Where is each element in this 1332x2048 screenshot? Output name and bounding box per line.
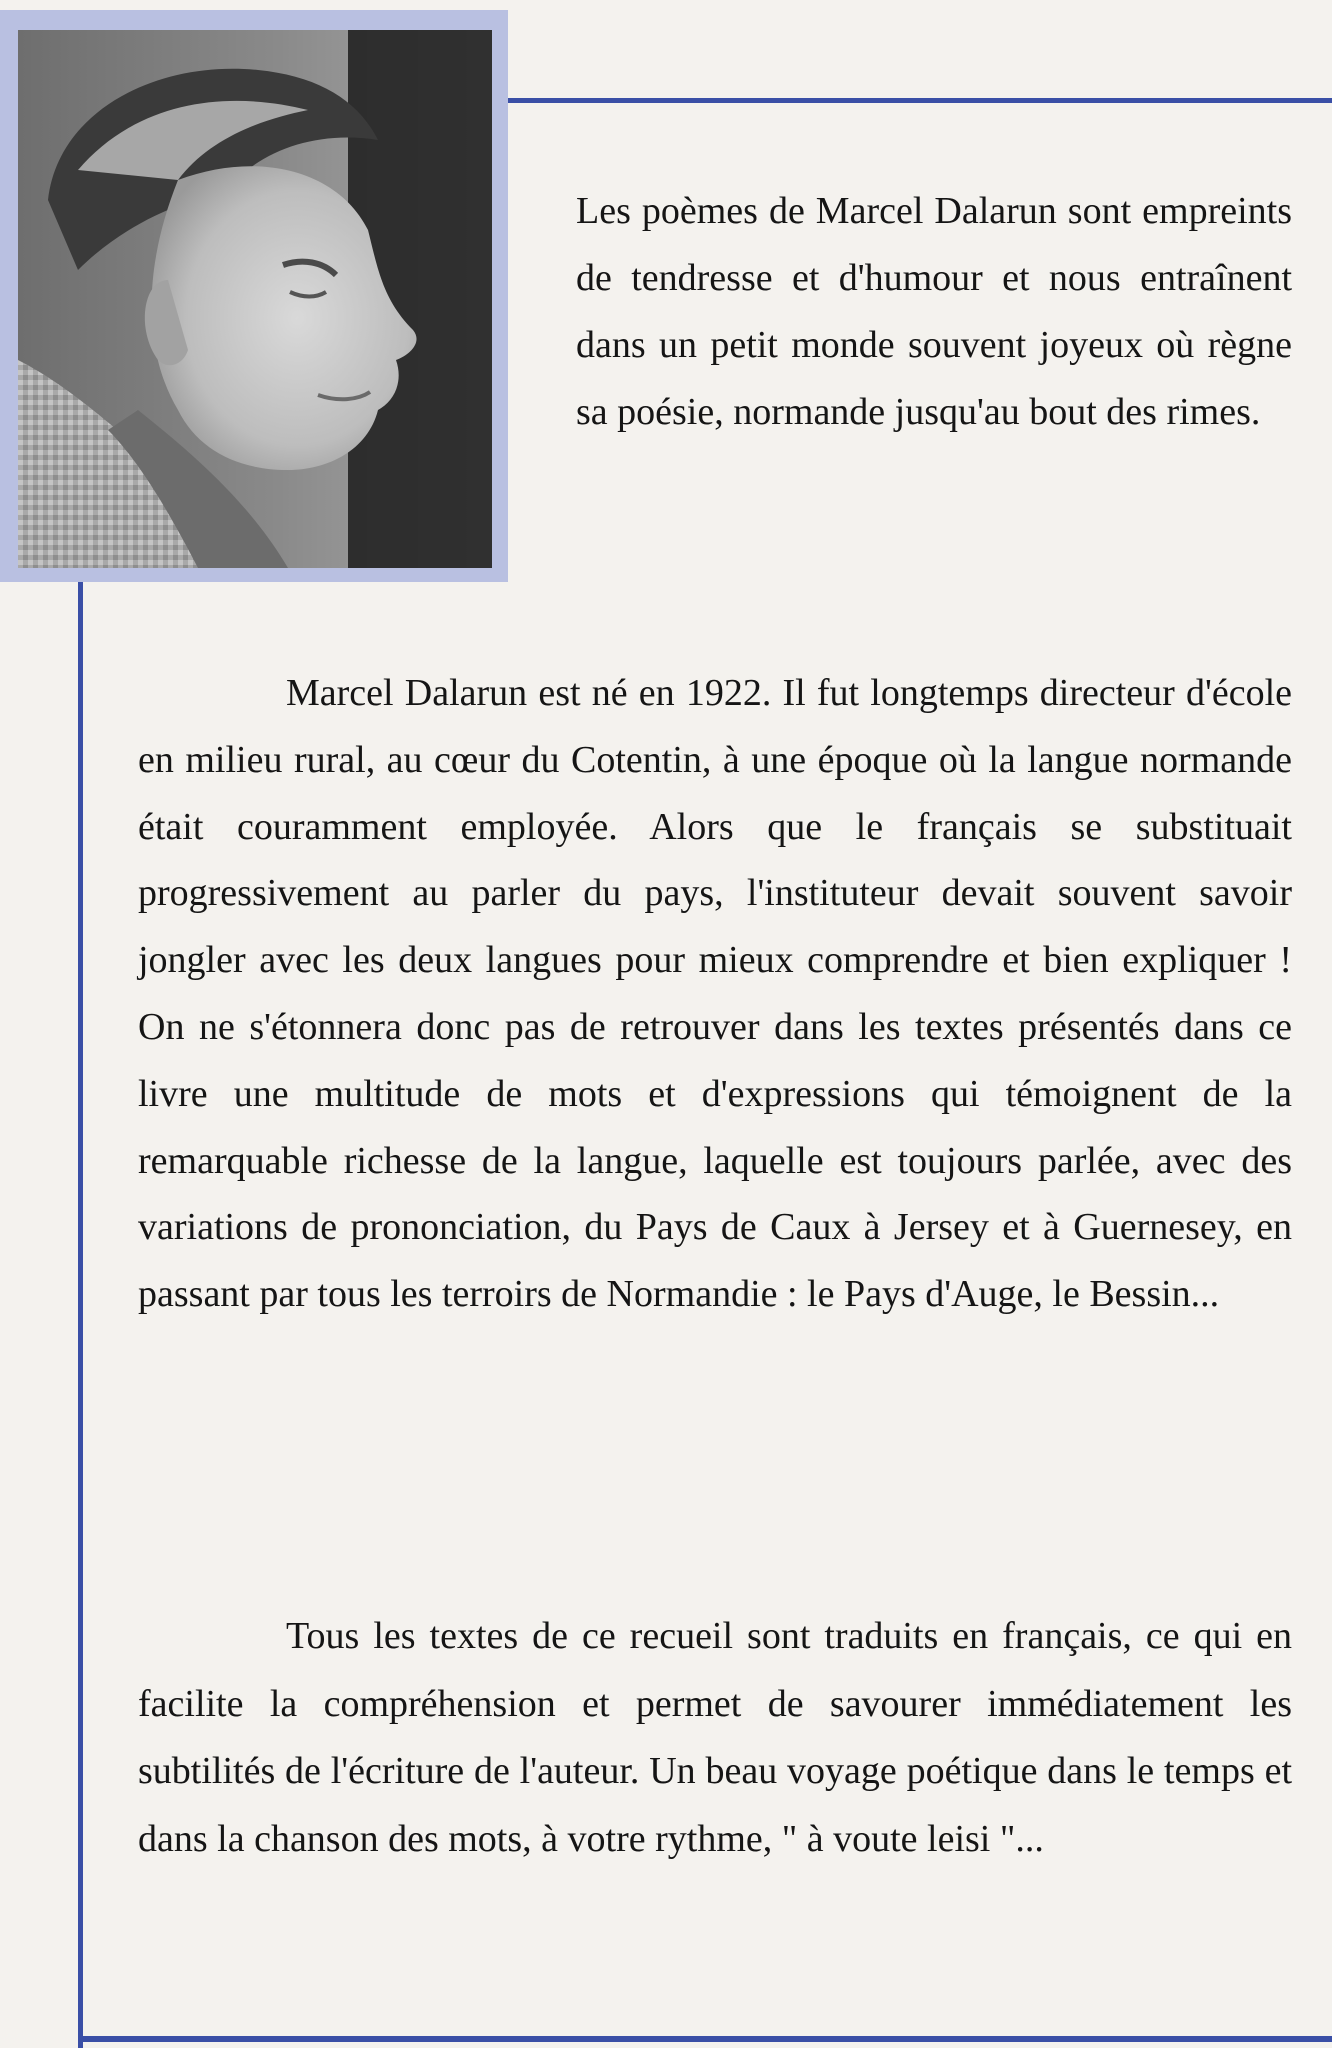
frame-bottom-line [78, 2036, 1332, 2042]
frame-left-line [78, 575, 83, 2048]
intro-paragraph: Les poèmes de Marcel Dalarun sont empreints de tendresse et d'humour et nous entraînent dans un petit monde souvent joyeux où règne sa poésie, normande jusqu'au bout des rimes. [576, 190, 1292, 433]
frame-top-line [500, 98, 1332, 103]
translation-paragraph: Tous les textes de ce recueil sont traduits en français, ce qui en facilite la compréhension et permet de savourer immédiatement les subtilités de l'écriture de l'auteur. Un beau voyage poétique dans le temps et dans la chanson des mots, à votre rythme, " à voute leisi "... [138, 1615, 1292, 1860]
photo-border [0, 10, 508, 582]
biography-paragraph: Marcel Dalarun est né en 1922. Il fut longtemps directeur d'école en milieu rural, au cœur du Cotentin, à une époque où la langue normande était couramment employée. Alors que le français se substituait progressivement au parler du pays, l'instituteur devait souvent savoir jongler avec les deux langues pour mieux comprendre et bien expliquer ! On ne s'étonnera donc pas de retrouver dans les textes présentés dans ce livre une multitude de mots et d'expressions qui témoignent de la remarquable richesse de la langue, laquelle est toujours parlée, avec des variations de prononciation, du Pays de Caux à Jersey et à Guernesey, en passant par tous les terroirs de Normandie : le Pays d'Auge, le Bessin... [138, 672, 1292, 1316]
portrait-icon [18, 30, 492, 568]
author-portrait-photo [18, 30, 492, 568]
